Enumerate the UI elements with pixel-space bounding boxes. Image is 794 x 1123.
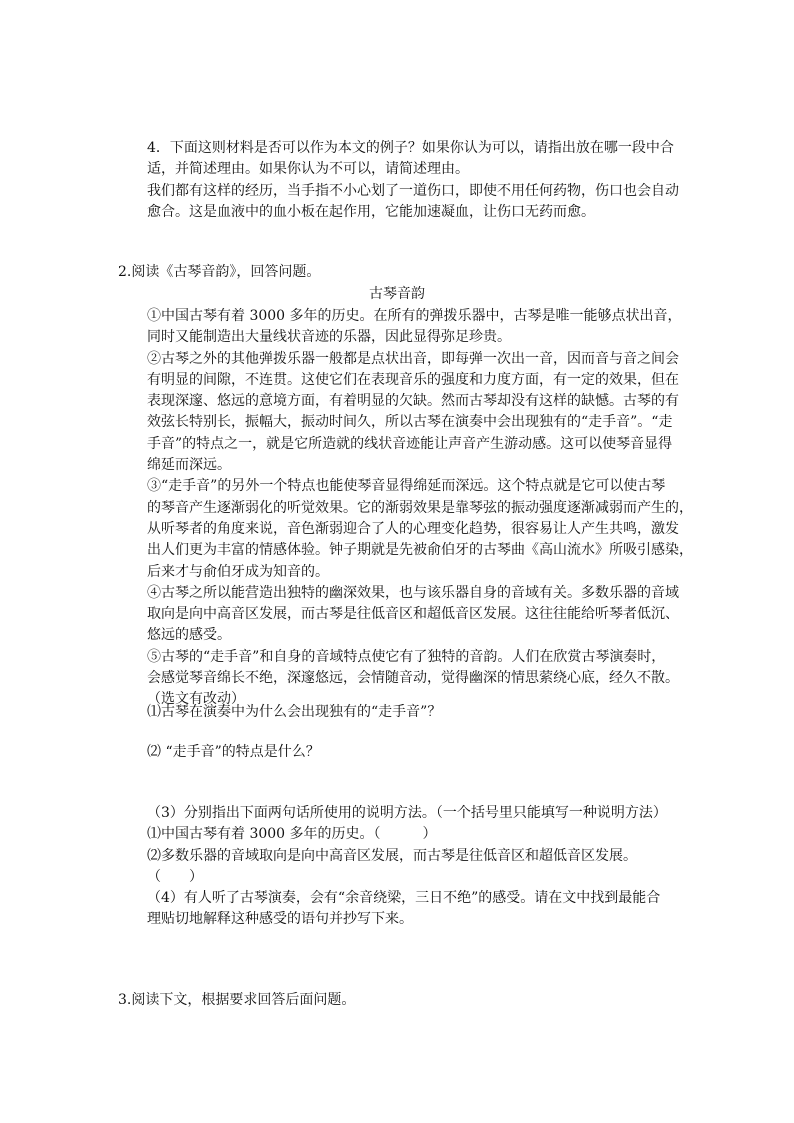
question-4-line: 4．下面这则材料是否可以作为本文的例子？如果你认为可以，请指出放在哪一段中合 — [147, 140, 674, 156]
question-4-line: 我们都有这样的经历，当手指不小心划了一道伤口，即使不用任何药物，伤口也会自动 — [147, 182, 679, 199]
passage-title: 古琴音韵 — [369, 286, 425, 302]
passage-line: 绵延而深远。 — [147, 457, 231, 474]
passage-line: 同时又能制造出大量线状音迹的乐器，因此显得弥足珍贵。 — [147, 329, 511, 346]
passage-line: 出人们更为丰富的情感体验。钟子期就是先被俞伯牙的古琴曲《高山流水》所吸引感染， — [147, 542, 693, 559]
section-3-heading: 3.阅读下文，根据要求回答后面问题。 — [118, 992, 356, 1008]
passage-line: （选文有改动） — [147, 691, 245, 708]
passage-line: 手音”的特点之一，就是它所造就的线状音迹能让声音产生游动感。这可以使琴音显得 — [147, 435, 673, 452]
passage-line: 表现深邃、悠远的意境方面，有着明显的欠缺。然而古琴却没有这样的缺憾。古琴的有 — [147, 393, 679, 410]
sub-question-2: ⑵ “走手音”的特点是什么？ — [147, 744, 320, 760]
sub-question-4-line: 理贴切地解释这种感受的语句并抄写下来。 — [147, 911, 413, 928]
question-4-line: 愈合。这是血液中的血小板在起作用，它能加速凝血，让伤口无药而愈。 — [147, 203, 595, 220]
sub-question-1: ⑴古琴在演奏中为什么会出现独有的“走手音”？ — [147, 704, 442, 720]
passage-line: 后来才与俞伯牙成为知音的。 — [147, 563, 329, 580]
passage-line: ②古琴之外的其他弹拨乐器一般都是点状出音，即每弹一次出一音，因而音与音之间会 — [147, 350, 679, 367]
section-2-heading: 2.阅读《古琴音韵》，回答问题。 — [118, 264, 321, 280]
sub-question-3-line: （ ） — [147, 868, 203, 885]
sub-question-4-line: （4）有人听了古琴演奏，会有“余音绕梁，三日不绝”的感受。请在文中找到最能合 — [147, 890, 661, 906]
passage-line: 效弦长特别长，振幅大，振动时间久，所以古琴在演奏中会出现独有的“走手音”。“走 — [147, 414, 673, 431]
passage-line: 会感觉琴音绵长不绝，深邃悠远，会情随音动，觉得幽深的情思萦绕心底，经久不散。 — [147, 670, 679, 687]
passage-line: ①中国古琴有着 3000 多年的历史。在所有的弹拨乐器中，古琴是唯一能够点状出音， — [147, 308, 682, 324]
sub-question-4 — [147, 888, 660, 931]
passage-line: 悠远的感受。 — [147, 627, 231, 644]
sub-question-3 — [147, 803, 667, 888]
passage-line: 的琴音产生逐渐弱化的听觉效果。它的渐弱效果是靠琴弦的振动强度逐渐减弱而产生的， — [147, 499, 693, 516]
sub-question-3-line: ⑴中国古琴有着 3000 多年的历史。（ ） — [147, 826, 437, 843]
passage-line: 从听琴者的角度来说，音色渐弱迎合了人的心理变化趋势，很容易让人产生共鸣，激发 — [147, 520, 679, 537]
sub-question-3-line: ⑵多数乐器的音域取向是向中高音区发展，而古琴是往低音区和超低音区发展。 — [147, 847, 637, 864]
question-4-line: 适，并简述理由。如果你认为不可以，请简述理由。 — [147, 161, 469, 178]
passage-line: ④古琴之所以能营造出独特的幽深效果，也与该乐器自身的音域有关。多数乐器的音域 — [147, 584, 679, 601]
passage-line: ③“走手音”的另外一个特点也能使琴音显得绵延而深远。这个特点就是它可以使古琴 — [147, 478, 666, 495]
passage-line: ⑤古琴的“走手音”和自身的音域特点使它有了独特的音韵。人们在欣赏古琴演奏时， — [147, 648, 666, 665]
passage-body — [147, 306, 693, 711]
question-4-block — [147, 138, 679, 223]
passage-line: 有明显的间隙，不连贯。这使它们在表现音乐的强度和力度方面，有一定的效果，但在 — [147, 371, 679, 388]
sub-question-3-line: （3）分别指出下面两句话所使用的说明方法。（一个括号里只能填写一种说明方法） — [147, 805, 667, 821]
passage-line: 取向是向中高音区发展，而古琴是往低音区和超低音区发展。这往往能给听琴者低沉、 — [147, 606, 679, 623]
